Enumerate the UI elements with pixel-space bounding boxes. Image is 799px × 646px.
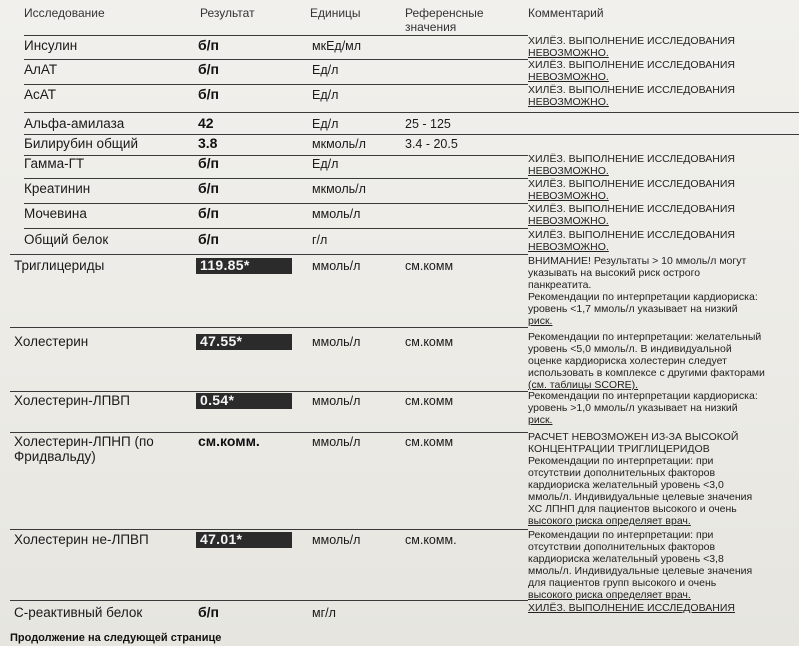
header-ref-line2: значения [405, 20, 457, 34]
comment-line: отсутствии дополнительных факторов [528, 467, 716, 479]
row-divider [10, 529, 528, 530]
comment-line: ХИЛЁЗ. ВЫПОЛНЕНИЕ ИССЛЕДОВАНИЯ [528, 602, 735, 614]
test-name-line: Креатинин [24, 181, 91, 196]
comment-line: для пациентов групп высокого и очень [528, 577, 717, 589]
test-name [24, 62, 57, 77]
row-divider [10, 600, 528, 601]
row-divider [24, 84, 528, 85]
test-name [14, 334, 88, 349]
comment-line: уровень <5,0 ммоль/л. В индивидуальной [528, 343, 732, 355]
test-name-line: Холестерин-ЛПНП (по [14, 434, 154, 449]
comment-text [528, 59, 796, 83]
unit-value: ммоль/л [312, 533, 361, 547]
comment-line: ХИЛЁЗ. ВЫПОЛНЕНИЕ ИССЛЕДОВАНИЯ [528, 153, 735, 165]
flagged-result-value: 47.01* [196, 532, 292, 548]
test-name [24, 206, 87, 221]
test-name-line: Холестерин [14, 334, 89, 349]
comment-line: НЕВОЗМОЖНО. [528, 96, 609, 108]
comment-line: Рекомендации по интерпретации: желательный [528, 331, 762, 343]
reference-value: 25 - 125 [405, 117, 451, 131]
footer-continuation: Продолжение на следующей странице [10, 632, 222, 644]
comment-line: ХИЛЁЗ. ВЫПОЛНЕНИЕ ИССЛЕДОВАНИЯ [528, 84, 735, 96]
comment-line: ХС ЛПНП для пациентов высокого и очень [528, 503, 737, 515]
comment-text [528, 178, 796, 202]
comment-line: панкреатита. [528, 279, 592, 291]
result-value: 3.8 [198, 135, 218, 151]
test-name [24, 156, 84, 171]
comment-line: НЕВОЗМОЖНО. [528, 71, 609, 83]
comment-text [528, 331, 796, 391]
test-name [24, 116, 124, 131]
comment-line: ммоль/л. Индивидуальные целевые значения [528, 491, 753, 503]
comment-text [528, 203, 796, 227]
unit-value: г/л [312, 233, 328, 247]
test-name-line: Инсулин [24, 38, 78, 53]
reference-value: см.комм [405, 259, 454, 273]
unit-value: мг/л [312, 606, 336, 620]
reference-value: см.комм [405, 435, 454, 449]
comment-line: высокого риска определяет врач. [528, 515, 691, 527]
test-name [24, 232, 108, 247]
comment-line: риск. [528, 315, 553, 327]
comment-line: Рекомендации по интерпретации: при [528, 455, 714, 467]
comment-line: кардиориска желательный уровень <3,8 [528, 553, 724, 565]
test-name-line: Мочевина [24, 206, 87, 221]
unit-value: ммоль/л [312, 207, 361, 221]
row-divider [10, 327, 528, 328]
result-value: б/п [198, 231, 219, 247]
comment-line: высокого риска определяет врач. [528, 589, 691, 601]
reference-value: см.комм [405, 394, 454, 408]
comment-line: ХИЛЁЗ. ВЫПОЛНЕНИЕ ИССЛЕДОВАНИЯ [528, 229, 735, 241]
row-divider [24, 155, 528, 156]
comment-line: риск. [528, 414, 553, 426]
reference-value: 3.4 - 20.5 [405, 137, 458, 151]
comment-line: ммоль/л. Индивидуальные целевые значения [528, 565, 753, 577]
test-name [14, 258, 104, 273]
row-divider [24, 203, 528, 204]
comment-line: НЕВОЗМОЖНО. [528, 241, 609, 253]
unit-value: Ед/л [312, 117, 339, 131]
unit-value: ммоль/л [312, 435, 361, 449]
comment-line: Рекомендации по интерпретации кардиориска: [528, 291, 758, 303]
comment-text [528, 255, 796, 327]
comment-text [528, 229, 796, 253]
flagged-result-value: 0.54* [196, 393, 292, 409]
comment-line: НЕВОЗМОЖНО. [528, 47, 609, 59]
comment-text [528, 35, 796, 59]
test-name [24, 38, 77, 53]
row-divider [24, 35, 528, 36]
test-name-line: Гамма-ГТ [24, 156, 85, 171]
row-divider [24, 228, 528, 229]
comment-text [528, 529, 796, 601]
unit-value: мкмоль/л [312, 182, 366, 196]
unit-value: ммоль/л [312, 259, 361, 273]
comment-text [528, 84, 796, 108]
test-name-line: Триглицериды [14, 258, 105, 273]
header-result: Результат [200, 6, 255, 20]
result-value: б/п [198, 86, 219, 102]
comment-text [528, 602, 796, 614]
comment-line: указывать на высокий риск острого [528, 267, 701, 279]
comment-text [528, 390, 796, 426]
test-name [24, 87, 56, 102]
test-name-line: Общий белок [24, 232, 109, 247]
test-name [14, 393, 130, 408]
reference-value: см.комм [405, 335, 454, 349]
row-divider [10, 391, 528, 392]
test-name-line: Холестерин не-ЛПВП [14, 532, 149, 547]
result-value: 42 [198, 115, 214, 131]
comment-text [528, 431, 796, 527]
row-divider [10, 254, 528, 255]
comment-line: уровень <1,7 ммоль/л указывает на низкий [528, 303, 738, 315]
row-divider [24, 112, 799, 113]
comment-line: кардиориска желательный уровень <3,0 [528, 479, 724, 491]
result-value: см.комм. [198, 433, 260, 449]
result-value: б/п [198, 604, 219, 620]
comment-line: НЕВОЗМОЖНО. [528, 215, 609, 227]
result-value: б/п [198, 61, 219, 77]
row-divider [10, 432, 528, 433]
test-name [14, 532, 149, 547]
test-name [24, 181, 90, 196]
comment-line: ВНИМАНИЕ! Результаты > 10 ммоль/л могут [528, 255, 747, 267]
row-divider [24, 59, 528, 60]
header-ref [405, 6, 484, 34]
header-units: Единицы [310, 6, 361, 20]
test-name [24, 136, 138, 151]
comment-line: ХИЛЁЗ. ВЫПОЛНЕНИЕ ИССЛЕДОВАНИЯ [528, 203, 735, 215]
comment-line: отсутствии дополнительных факторов [528, 541, 716, 553]
header-test: Исследование [24, 6, 105, 20]
reference-value: см.комм. [405, 533, 457, 547]
unit-value: ммоль/л [312, 394, 361, 408]
unit-value: мкЕд/мл [312, 39, 362, 53]
comment-text [528, 153, 796, 177]
comment-line: ХИЛЁЗ. ВЫПОЛНЕНИЕ ИССЛЕДОВАНИЯ [528, 35, 735, 47]
test-name-line: Фридвальду) [14, 449, 96, 464]
test-name-line: АлАТ [24, 62, 58, 77]
test-name-line: АсАТ [24, 87, 56, 102]
comment-line: КОНЦЕНТРАЦИИ ТРИГЛИЦЕРИДОВ [528, 443, 710, 455]
comment-line: Рекомендации по интерпретации: при [528, 529, 714, 541]
test-name [14, 605, 142, 620]
row-divider [24, 134, 799, 135]
comment-line: ХИЛЁЗ. ВЫПОЛНЕНИЕ ИССЛЕДОВАНИЯ [528, 178, 735, 190]
test-name [14, 434, 154, 464]
result-value: б/п [198, 180, 219, 196]
comment-line: ХИЛЁЗ. ВЫПОЛНЕНИЕ ИССЛЕДОВАНИЯ [528, 59, 735, 71]
unit-value: ммоль/л [312, 335, 361, 349]
test-name-line: Альфа-амилаза [24, 116, 125, 131]
comment-line: РАСЧЕТ НЕВОЗМОЖЕН ИЗ-ЗА ВЫСОКОЙ [528, 431, 739, 443]
unit-value: Ед/л [312, 63, 339, 77]
test-name-line: С-реактивный белок [14, 605, 143, 620]
row-divider [24, 178, 528, 179]
unit-value: мкмоль/л [312, 137, 366, 151]
comment-line: НЕВОЗМОЖНО. [528, 165, 609, 177]
unit-value: Ед/л [312, 88, 339, 102]
comment-line: Рекомендации по интерпретации кардиориска: [528, 390, 758, 402]
unit-value: Ед/л [312, 157, 339, 171]
header-ref-line1: Референсные [405, 6, 484, 20]
result-value: б/п [198, 205, 219, 221]
result-value: б/п [198, 155, 219, 171]
result-value: б/п [198, 37, 219, 53]
comment-line: (см. таблицы SCORE). [528, 379, 639, 391]
comment-line: использовать в комплексе с другими факторами [528, 367, 765, 379]
header-comment: Комментарий [528, 6, 604, 20]
comment-line: уровень >1,0 ммоль/л указывает на низкий [528, 402, 738, 414]
comment-line: НЕВОЗМОЖНО. [528, 190, 609, 202]
flagged-result-value: 47.55* [196, 334, 292, 350]
flagged-result-value: 119.85* [196, 258, 292, 274]
comment-line: оценке кардиориска холестерин следует [528, 355, 727, 367]
test-name-line: Холестерин-ЛПВП [14, 393, 131, 408]
test-name-line: Билирубин общий [24, 136, 138, 151]
